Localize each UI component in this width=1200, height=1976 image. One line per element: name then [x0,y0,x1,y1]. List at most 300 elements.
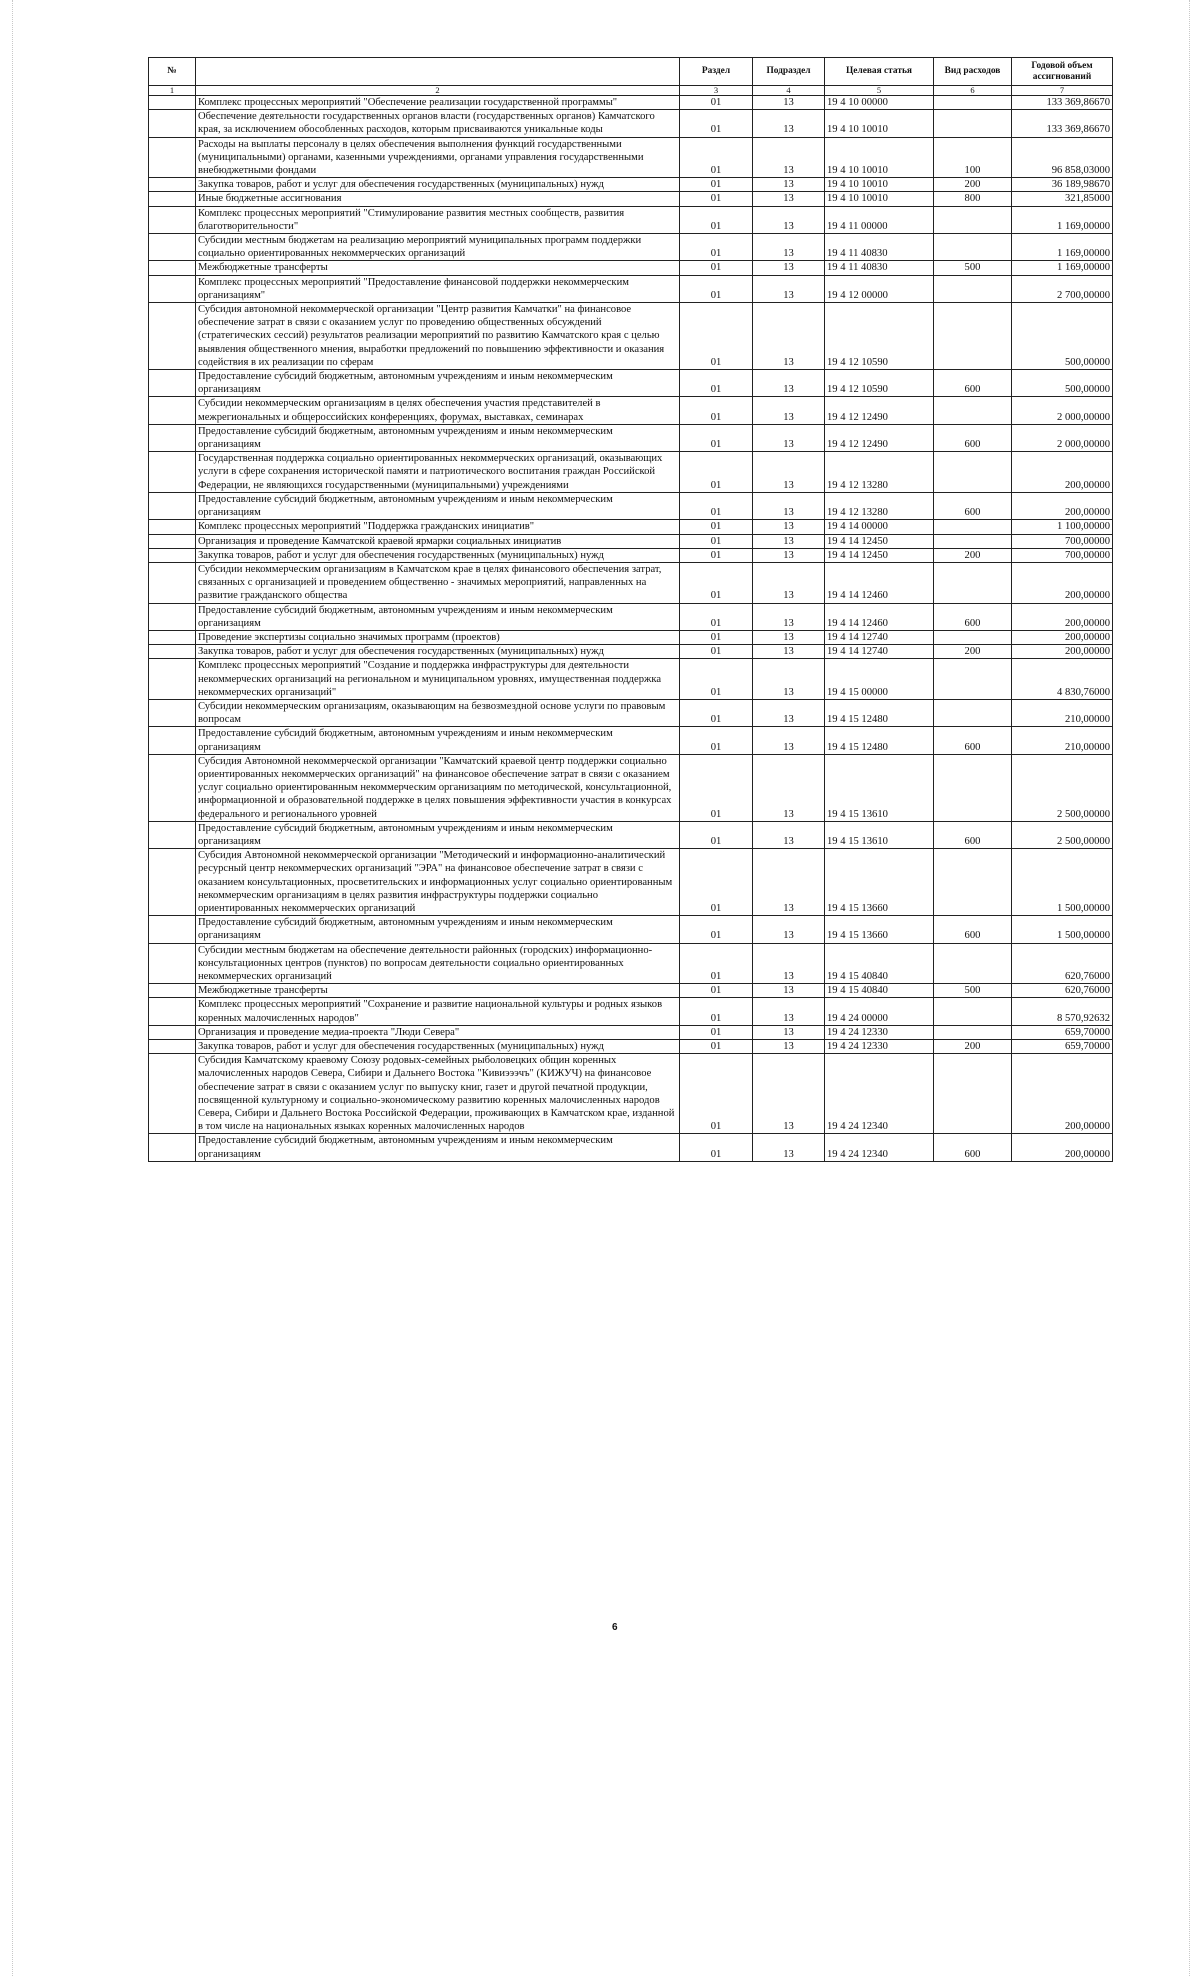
row-number-cell [149,849,196,916]
row-target-cell: 19 4 14 12460 [825,603,934,630]
row-subsection-cell: 13 [753,137,825,178]
row-number-cell [149,261,196,275]
row-section-cell: 01 [680,630,753,644]
row-name-cell: Предоставление субсидий бюджетным, автономным учреждениям и иным некоммерческим организациям [196,1134,680,1161]
header-type: Вид расходов [934,58,1012,86]
row-number-cell [149,645,196,659]
row-section-cell: 01 [680,370,753,397]
table-row [149,96,1113,110]
column-number-row [149,86,1113,96]
row-target-cell: 19 4 12 12490 [825,397,934,424]
row-number-cell [149,1040,196,1054]
row-subsection-cell: 13 [753,96,825,110]
table-row [149,275,1113,302]
row-amount-cell: 210,00000 [1012,699,1113,726]
table-row [149,1134,1113,1161]
row-subsection-cell: 13 [753,562,825,603]
row-target-cell: 19 4 14 12740 [825,630,934,644]
row-amount-cell: 4 830,76000 [1012,659,1113,700]
row-number-cell [149,1054,196,1134]
row-section-cell: 01 [680,137,753,178]
row-type-cell: 600 [934,424,1012,451]
row-subsection-cell: 13 [753,1040,825,1054]
header-name [196,58,680,86]
row-target-cell: 19 4 11 00000 [825,206,934,233]
row-section-cell: 01 [680,562,753,603]
row-section-cell: 01 [680,397,753,424]
row-target-cell: 19 4 24 12330 [825,1040,934,1054]
row-section-cell: 01 [680,534,753,548]
row-number-cell [149,206,196,233]
row-amount-cell: 200,00000 [1012,492,1113,519]
row-number-cell [149,492,196,519]
row-amount-cell: 2 700,00000 [1012,275,1113,302]
row-number-cell [149,548,196,562]
row-subsection-cell: 13 [753,303,825,370]
row-type-cell [934,397,1012,424]
row-amount-cell: 659,70000 [1012,1040,1113,1054]
row-type-cell: 600 [934,1134,1012,1161]
row-target-cell: 19 4 10 00000 [825,96,934,110]
row-number-cell [149,137,196,178]
row-amount-cell: 659,70000 [1012,1025,1113,1039]
row-number-cell [149,998,196,1025]
row-amount-cell: 96 858,03000 [1012,137,1113,178]
row-name-cell: Проведение экспертизы социально значимых программ (проектов) [196,630,680,644]
row-type-cell [934,520,1012,534]
row-section-cell: 01 [680,110,753,137]
row-target-cell: 19 4 24 00000 [825,998,934,1025]
table-row [149,370,1113,397]
row-type-cell [934,96,1012,110]
row-section-cell: 01 [680,984,753,998]
row-type-cell [934,754,1012,821]
row-type-cell: 500 [934,984,1012,998]
row-subsection-cell: 13 [753,916,825,943]
row-type-cell [934,998,1012,1025]
row-section-cell: 01 [680,916,753,943]
table-row [149,520,1113,534]
table-row [149,534,1113,548]
table-row [149,630,1113,644]
row-section-cell: 01 [680,998,753,1025]
row-type-cell [934,110,1012,137]
row-amount-cell: 2 000,00000 [1012,424,1113,451]
table-row [149,998,1113,1025]
table-row [149,562,1113,603]
table-row [149,645,1113,659]
row-amount-cell: 700,00000 [1012,534,1113,548]
row-target-cell: 19 4 12 13280 [825,452,934,493]
row-number-cell [149,727,196,754]
row-name-cell: Комплекс процессных мероприятий "Стимулирование развития местных сообществ, развития благотворительности" [196,206,680,233]
column-number: 5 [825,86,934,96]
row-amount-cell: 200,00000 [1012,630,1113,644]
row-number-cell [149,192,196,206]
table-row [149,603,1113,630]
row-target-cell: 19 4 14 12460 [825,562,934,603]
table-row [149,943,1113,984]
row-number-cell [149,110,196,137]
row-type-cell: 800 [934,192,1012,206]
row-target-cell: 19 4 15 12480 [825,727,934,754]
row-name-cell: Закупка товаров, работ и услуг для обеспечения государственных (муниципальных) нужд [196,645,680,659]
table-row [149,984,1113,998]
row-section-cell: 01 [680,96,753,110]
row-amount-cell: 321,85000 [1012,192,1113,206]
row-amount-cell: 1 169,00000 [1012,206,1113,233]
column-number: 2 [196,86,680,96]
row-amount-cell: 200,00000 [1012,1134,1113,1161]
row-number-cell [149,943,196,984]
row-name-cell: Предоставление субсидий бюджетным, автономным учреждениям и иным некоммерческим организациям [196,916,680,943]
row-subsection-cell: 13 [753,261,825,275]
row-name-cell: Субсидия Автономной некоммерческой организации "Камчатский краевой центр поддержки социально ориентированных некоммерческих организаций" на финансовое обеспечение затрат в связи с оказанием услуг социально ориентированным некоммерческим организациям по методической, консультационной, информационной и образовательной поддержке в целях повышения эффективности участия в конкурсах федерального и регионального уровней [196,754,680,821]
row-type-cell: 500 [934,261,1012,275]
row-number-cell [149,1025,196,1039]
row-number-cell [149,630,196,644]
row-type-cell: 600 [934,492,1012,519]
row-amount-cell: 1 500,00000 [1012,916,1113,943]
table-row [149,1040,1113,1054]
table-row [149,234,1113,261]
row-subsection-cell: 13 [753,234,825,261]
row-type-cell [934,562,1012,603]
row-number-cell [149,1134,196,1161]
table-row [149,821,1113,848]
row-target-cell: 19 4 15 12480 [825,699,934,726]
row-name-cell: Предоставление субсидий бюджетным, автономным учреждениям и иным некоммерческим организациям [196,492,680,519]
row-amount-cell: 2 500,00000 [1012,821,1113,848]
row-name-cell: Субсидия Автономной некоммерческой организации "Методический и информационно-аналитический ресурсный центр некоммерческих организаций "ЭРА" на финансовое обеспечение затрат в связи с оказанием консультационных, просветительских и информационных услуг социально ориентированным некоммерческим организациям в целях развития инфраструктуры поддержки социально ориентированных некоммерческих организаций [196,849,680,916]
row-section-cell: 01 [680,424,753,451]
row-amount-cell: 200,00000 [1012,1054,1113,1134]
column-number: 3 [680,86,753,96]
row-target-cell: 19 4 10 10010 [825,137,934,178]
row-subsection-cell: 13 [753,998,825,1025]
table-row [149,492,1113,519]
row-target-cell: 19 4 14 12450 [825,534,934,548]
row-name-cell: Субсидия автономной некоммерческой организации "Центр развития Камчатки" на финансовое обеспечение затрат в связи с оказанием услуг по проведению общественных обсуждений (стратегических сессий) результатов реализации мероприятий по развитию Камчатского края с целью выявления общественного мнения, выработки предложений по повышению эффективности и оказания содействия в их реализации по сферам [196,303,680,370]
row-type-cell [934,1054,1012,1134]
table-row [149,303,1113,370]
row-number-cell [149,699,196,726]
row-subsection-cell: 13 [753,192,825,206]
row-amount-cell: 2 000,00000 [1012,397,1113,424]
row-target-cell: 19 4 11 40830 [825,234,934,261]
row-type-cell: 600 [934,916,1012,943]
row-type-cell: 600 [934,821,1012,848]
row-type-cell: 200 [934,548,1012,562]
row-target-cell: 19 4 10 10010 [825,110,934,137]
row-subsection-cell: 13 [753,630,825,644]
row-section-cell: 01 [680,659,753,700]
column-number: 1 [149,86,196,96]
table-body [149,96,1113,1162]
row-target-cell: 19 4 15 13660 [825,916,934,943]
row-section-cell: 01 [680,492,753,519]
table-row [149,397,1113,424]
row-number-cell [149,397,196,424]
row-section-cell: 01 [680,261,753,275]
row-amount-cell: 500,00000 [1012,370,1113,397]
row-target-cell: 19 4 15 13610 [825,821,934,848]
row-section-cell: 01 [680,943,753,984]
row-section-cell: 01 [680,548,753,562]
row-amount-cell: 200,00000 [1012,562,1113,603]
row-target-cell: 19 4 11 40830 [825,261,934,275]
scan-edge-right [1189,0,1190,1976]
row-subsection-cell: 13 [753,397,825,424]
row-name-cell: Иные бюджетные ассигнования [196,192,680,206]
row-type-cell: 600 [934,727,1012,754]
row-type-cell [934,303,1012,370]
row-subsection-cell: 13 [753,178,825,192]
row-name-cell: Закупка товаров, работ и услуг для обеспечения государственных (муниципальных) нужд [196,178,680,192]
table-row [149,424,1113,451]
row-subsection-cell: 13 [753,1054,825,1134]
row-amount-cell: 1 169,00000 [1012,261,1113,275]
row-subsection-cell: 13 [753,534,825,548]
row-number-cell [149,754,196,821]
row-number-cell [149,562,196,603]
row-subsection-cell: 13 [753,699,825,726]
row-subsection-cell: 13 [753,370,825,397]
row-target-cell: 19 4 24 12340 [825,1054,934,1134]
row-number-cell [149,534,196,548]
row-amount-cell: 1 500,00000 [1012,849,1113,916]
row-subsection-cell: 13 [753,1025,825,1039]
row-target-cell: 19 4 12 13280 [825,492,934,519]
row-section-cell: 01 [680,192,753,206]
row-type-cell [934,1025,1012,1039]
table-row [149,1054,1113,1134]
column-number: 6 [934,86,1012,96]
row-amount-cell: 1 169,00000 [1012,234,1113,261]
row-amount-cell: 133 369,86670 [1012,110,1113,137]
row-name-cell: Закупка товаров, работ и услуг для обеспечения государственных (муниципальных) нужд [196,548,680,562]
row-section-cell: 01 [680,603,753,630]
row-type-cell [934,206,1012,233]
row-name-cell: Предоставление субсидий бюджетным, автономным учреждениям и иным некоммерческим организациям [196,727,680,754]
row-type-cell [934,630,1012,644]
row-number-cell [149,520,196,534]
row-section-cell: 01 [680,754,753,821]
row-type-cell [934,659,1012,700]
row-target-cell: 19 4 10 10010 [825,192,934,206]
row-section-cell: 01 [680,178,753,192]
row-amount-cell: 500,00000 [1012,303,1113,370]
row-section-cell: 01 [680,1025,753,1039]
row-number-cell [149,234,196,261]
row-type-cell: 100 [934,137,1012,178]
table-row [149,548,1113,562]
header-no: № [149,58,196,86]
row-amount-cell: 200,00000 [1012,645,1113,659]
column-number: 7 [1012,86,1113,96]
row-name-cell: Организация и проведение медиа-проекта "Люди Севера" [196,1025,680,1039]
row-subsection-cell: 13 [753,821,825,848]
row-subsection-cell: 13 [753,1134,825,1161]
row-section-cell: 01 [680,275,753,302]
header-subsection: Подраздел [753,58,825,86]
row-name-cell: Субсидия Камчатскому краевому Союзу родовых-семейных рыболовецких общин коренных малочисленных народов Севера, Сибири и Дальнего Востока "Кивиэээчъ" (КИЖУЧ) на финансовое обеспечение затрат в связи с оказанием услуг по выпуску книг, газет и другой печатной продукции, посвященной культурному и социально-экономическому развитию коренных малочисленных народов Севера, Сибири и Дальнего Востока Российской Федерации, проживающих в Камчатском крае, изданной в том числе на национальных языках коренных малочисленных народов [196,1054,680,1134]
header-volume: Годовой объем ассигнований [1012,58,1113,86]
row-section-cell: 01 [680,645,753,659]
row-target-cell: 19 4 12 10590 [825,370,934,397]
row-section-cell: 01 [680,699,753,726]
row-subsection-cell: 13 [753,548,825,562]
row-type-cell [934,275,1012,302]
table-header-row [149,58,1113,86]
row-number-cell [149,452,196,493]
table-row [149,452,1113,493]
table-row [149,659,1113,700]
row-subsection-cell: 13 [753,110,825,137]
row-type-cell [934,699,1012,726]
row-name-cell: Государственная поддержка социально ориентированных некоммерческих организаций, оказывающих услуги в сфере сохранения исторической памяти и патриотического воспитания граждан Российской Федерации, не являющихся государственными (муниципальными) учреждениями [196,452,680,493]
row-number-cell [149,303,196,370]
row-type-cell [934,452,1012,493]
row-amount-cell: 620,76000 [1012,984,1113,998]
row-name-cell: Комплекс процессных мероприятий "Сохранение и развитие национальной культуры и родных языков коренных малочисленных народов" [196,998,680,1025]
row-target-cell: 19 4 15 13660 [825,849,934,916]
row-target-cell: 19 4 15 13610 [825,754,934,821]
table-row [149,754,1113,821]
row-subsection-cell: 13 [753,984,825,998]
row-amount-cell: 200,00000 [1012,603,1113,630]
row-number-cell [149,916,196,943]
row-subsection-cell: 13 [753,754,825,821]
row-section-cell: 01 [680,520,753,534]
row-section-cell: 01 [680,303,753,370]
row-name-cell: Закупка товаров, работ и услуг для обеспечения государственных (муниципальных) нужд [196,1040,680,1054]
row-target-cell: 19 4 14 12740 [825,645,934,659]
row-amount-cell: 8 570,92632 [1012,998,1113,1025]
table-row [149,1025,1113,1039]
row-subsection-cell: 13 [753,659,825,700]
row-number-cell [149,96,196,110]
row-name-cell: Предоставление субсидий бюджетным, автономным учреждениям и иным некоммерческим организациям [196,370,680,397]
row-number-cell [149,370,196,397]
row-amount-cell: 620,76000 [1012,943,1113,984]
row-name-cell: Межбюджетные трансферты [196,984,680,998]
row-type-cell [934,943,1012,984]
table-row [149,178,1113,192]
row-number-cell [149,821,196,848]
row-amount-cell: 700,00000 [1012,548,1113,562]
row-name-cell: Субсидии некоммерческим организациям, оказывающим на безвозмездной основе услуги по правовым вопросам [196,699,680,726]
row-section-cell: 01 [680,1134,753,1161]
row-subsection-cell: 13 [753,727,825,754]
row-target-cell: 19 4 12 00000 [825,275,934,302]
row-name-cell: Предоставление субсидий бюджетным, автономным учреждениям и иным некоммерческим организациям [196,603,680,630]
row-section-cell: 01 [680,1054,753,1134]
row-target-cell: 19 4 15 00000 [825,659,934,700]
budget-allocation-table [148,57,1113,1162]
scan-edge-left [12,0,13,1976]
row-target-cell: 19 4 24 12340 [825,1134,934,1161]
table-row [149,206,1113,233]
row-name-cell: Комплекс процессных мероприятий "Создание и поддержка инфраструктуры для деятельности некоммерческих организаций на региональном и муниципальном уровнях, имущественная поддержка некоммерческих организаций" [196,659,680,700]
row-name-cell: Субсидии местным бюджетам на обеспечение деятельности районных (городских) информационно-консультационных центров (пунктов) по вопросам деятельности социально ориентированных некоммерческих организаций [196,943,680,984]
row-subsection-cell: 13 [753,603,825,630]
row-amount-cell: 2 500,00000 [1012,754,1113,821]
row-name-cell: Субсидии некоммерческим организациям в Камчатском крае в целях финансового обеспечения затрат, связанных с организацией и проведением общественно - значимых мероприятий, направленных на развитие гражданского общества [196,562,680,603]
table-row [149,699,1113,726]
table-row [149,727,1113,754]
row-type-cell [934,534,1012,548]
table-row [149,849,1113,916]
table-row [149,192,1113,206]
row-number-cell [149,659,196,700]
column-number: 4 [753,86,825,96]
table-row [149,261,1113,275]
row-amount-cell: 133 369,86670 [1012,96,1113,110]
row-name-cell: Расходы на выплаты персоналу в целях обеспечения выполнения функций государственными (муниципальными) органами, казенными учреждениями, органами управления государственными внебюджетными фондами [196,137,680,178]
row-number-cell [149,178,196,192]
row-target-cell: 19 4 15 40840 [825,943,934,984]
row-section-cell: 01 [680,727,753,754]
row-name-cell: Комплекс процессных мероприятий "Предоставление финансовой поддержки некоммерческим организациям" [196,275,680,302]
row-number-cell [149,984,196,998]
row-type-cell: 200 [934,645,1012,659]
table-row [149,916,1113,943]
row-section-cell: 01 [680,452,753,493]
row-name-cell: Предоставление субсидий бюджетным, автономным учреждениям и иным некоммерческим организациям [196,424,680,451]
table-row [149,110,1113,137]
page-number: 6 [612,1622,618,1633]
row-target-cell: 19 4 12 12490 [825,424,934,451]
row-subsection-cell: 13 [753,943,825,984]
row-target-cell: 19 4 14 12450 [825,548,934,562]
row-subsection-cell: 13 [753,275,825,302]
row-name-cell: Субсидии некоммерческим организациям в целях обеспечения участия представителей в межрегиональных и общероссийских конференциях, форумах, выставках, семинарах [196,397,680,424]
row-amount-cell: 36 189,98670 [1012,178,1113,192]
row-type-cell: 200 [934,178,1012,192]
row-target-cell: 19 4 12 10590 [825,303,934,370]
row-name-cell: Обеспечение деятельности государственных органов власти (государственных органов) Камчатского края, за исключением обособленных расходов, которым присваиваются уникальные коды [196,110,680,137]
header-target: Целевая статья [825,58,934,86]
row-name-cell: Межбюджетные трансферты [196,261,680,275]
row-target-cell: 19 4 10 10010 [825,178,934,192]
row-section-cell: 01 [680,849,753,916]
row-type-cell [934,849,1012,916]
row-section-cell: 01 [680,821,753,848]
row-type-cell [934,234,1012,261]
row-name-cell: Субсидии местным бюджетам на реализацию мероприятий муниципальных программ поддержки социально ориентированных некоммерческих организаций [196,234,680,261]
row-type-cell: 200 [934,1040,1012,1054]
row-section-cell: 01 [680,234,753,261]
row-section-cell: 01 [680,1040,753,1054]
row-name-cell: Комплекс процессных мероприятий "Обеспечение реализации государственной программы" [196,96,680,110]
row-target-cell: 19 4 15 40840 [825,984,934,998]
row-name-cell: Комплекс процессных мероприятий "Поддержка гражданских инициатив" [196,520,680,534]
row-subsection-cell: 13 [753,849,825,916]
row-subsection-cell: 13 [753,645,825,659]
row-target-cell: 19 4 14 00000 [825,520,934,534]
row-name-cell: Организация и проведение Камчатской краевой ярмарки социальных инициатив [196,534,680,548]
row-subsection-cell: 13 [753,492,825,519]
row-amount-cell: 210,00000 [1012,727,1113,754]
row-target-cell: 19 4 24 12330 [825,1025,934,1039]
row-type-cell: 600 [934,370,1012,397]
row-subsection-cell: 13 [753,520,825,534]
row-type-cell: 600 [934,603,1012,630]
row-number-cell [149,424,196,451]
table-row [149,137,1113,178]
row-section-cell: 01 [680,206,753,233]
